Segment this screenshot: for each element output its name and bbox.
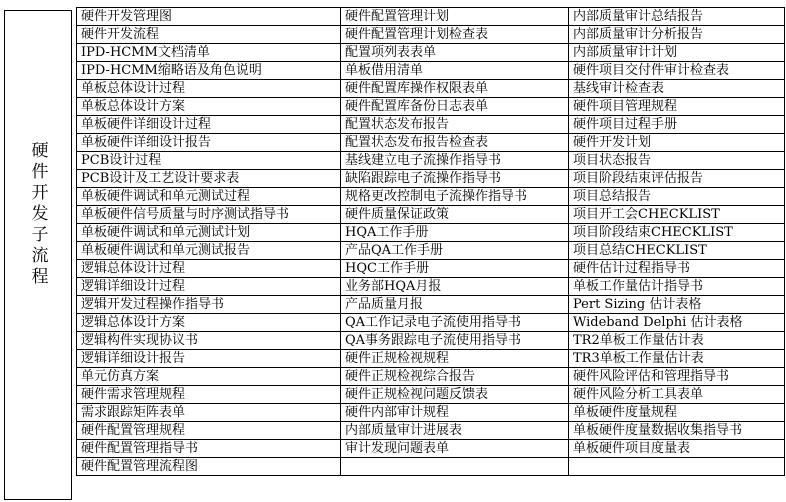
table-row: [77, 206, 785, 224]
document-name-cell: 单板硬件调试和单元测试过程: [77, 188, 341, 206]
document-name-cell: 配置状态发布报告: [341, 116, 569, 134]
document-name-cell: 硬件风险评估和管理指导书: [569, 368, 785, 386]
document-name-cell: 产品质量月报: [341, 296, 569, 314]
document-name-cell: TR3单板工作量估计表: [569, 350, 785, 368]
document-name-cell: 逻辑详细设计报告: [77, 350, 341, 368]
table-row: [77, 62, 785, 80]
document-name-cell: 内部质量审计分析报告: [569, 26, 785, 44]
document-name-cell: 硬件配置管理计划: [341, 8, 569, 26]
document-name-cell: 配置状态发布报告检查表: [341, 134, 569, 152]
document-name-cell: 项目阶段结束CHECKLIST: [569, 224, 785, 242]
document-name-cell: 项目状态报告: [569, 152, 785, 170]
document-name-cell: PCB设计及工艺设计要求表: [77, 170, 341, 188]
document-name-cell: 硬件风险分析工具表单: [569, 386, 785, 404]
document-name-cell: 硬件开发流程: [77, 26, 341, 44]
table-row: [77, 242, 785, 260]
table-row: [77, 422, 785, 440]
table-row: [77, 26, 785, 44]
document-name-cell: 硬件项目管理规程: [569, 98, 785, 116]
document-name-cell: IPD-HCMM缩略语及角色说明: [77, 62, 341, 80]
document-name-cell: 硬件配置库备份日志表单: [341, 98, 569, 116]
document-name-cell: 项目阶段结束评估报告: [569, 170, 785, 188]
document-list-table: [76, 7, 785, 476]
table-row: [77, 8, 785, 26]
document-name-cell: 硬件估计过程指导书: [569, 260, 785, 278]
document-name-cell: 内部质量审计计划: [569, 44, 785, 62]
document-name-cell: 硬件配置管理计划检查表: [341, 26, 569, 44]
document-name-cell: 单板总体设计过程: [77, 80, 341, 98]
document-name-cell: 逻辑总体设计方案: [77, 314, 341, 332]
document-name-cell: 硬件配置管理指导书: [77, 440, 341, 458]
document-name-cell: 配置项列表表单: [341, 44, 569, 62]
document-name-cell: 硬件正规检视问题反馈表: [341, 386, 569, 404]
document-name-cell: 硬件正规检视规程: [341, 350, 569, 368]
table-row: [77, 116, 785, 134]
table-row: [77, 224, 785, 242]
document-name-cell: 单板硬件度量数据收集指导书: [569, 422, 785, 440]
document-name-cell: 业务部HQA月报: [341, 278, 569, 296]
document-name-cell: 单板借用清单: [341, 62, 569, 80]
document-name-cell: 审计发现问题表单: [341, 440, 569, 458]
document-name-cell: 逻辑开发过程操作指导书: [77, 296, 341, 314]
document-name-cell: [341, 458, 569, 476]
table-row: [77, 368, 785, 386]
document-name-cell: 硬件配置管理流程图: [77, 458, 341, 476]
table-row: [77, 440, 785, 458]
document-name-cell: 项目总结CHECKLIST: [569, 242, 785, 260]
document-name-cell: QA事务跟踪电子流使用指导书: [341, 332, 569, 350]
document-name-cell: 需求跟踪矩阵表单: [77, 404, 341, 422]
document-name-cell: 单板总体设计方案: [77, 98, 341, 116]
table-row: [77, 188, 785, 206]
document-name-cell: 单板工作量估计指导书: [569, 278, 785, 296]
table-row: [77, 170, 785, 188]
document-name-cell: 产品QA工作手册: [341, 242, 569, 260]
table-row: [77, 44, 785, 62]
table-row: [77, 386, 785, 404]
process-category-cell: [4, 10, 72, 500]
document-name-cell: PCB设计过程: [77, 152, 341, 170]
document-sheet: [2, 2, 784, 500]
document-name-cell: 单板硬件项目度量表: [569, 440, 785, 458]
document-name-cell: 内部质量审计进展表: [341, 422, 569, 440]
table-row: [77, 134, 785, 152]
document-name-cell: 单板硬件调试和单元测试报告: [77, 242, 341, 260]
table-row: [77, 296, 785, 314]
document-name-cell: 硬件项目交付件审计检查表: [569, 62, 785, 80]
table-row: [77, 350, 785, 368]
document-name-cell: 硬件开发计划: [569, 134, 785, 152]
document-name-cell: 逻辑构件实现协议书: [77, 332, 341, 350]
document-name-cell: 单板硬件详细设计过程: [77, 116, 341, 134]
document-name-cell: HQA工作手册: [341, 224, 569, 242]
table-row: [77, 332, 785, 350]
document-name-cell: 硬件内部审计规程: [341, 404, 569, 422]
table-row: [77, 152, 785, 170]
document-name-cell: [569, 458, 785, 476]
document-name-cell: 规格更改控制电子流操作指导书: [341, 188, 569, 206]
document-name-cell: IPD-HCMM文档清单: [77, 44, 341, 62]
document-name-cell: 硬件正规检视综合报告: [341, 368, 569, 386]
document-name-cell: 缺陷跟踪电子流操作指导书: [341, 170, 569, 188]
document-name-cell: 内部质量审计总结报告: [569, 8, 785, 26]
process-category-label: 硬件开发子流程: [27, 141, 48, 288]
document-name-cell: 硬件需求管理规程: [77, 386, 341, 404]
table-row: [77, 458, 785, 476]
document-name-cell: 单板硬件调试和单元测试计划: [77, 224, 341, 242]
table-row: [77, 404, 785, 422]
document-name-cell: TR2单板工作量估计表: [569, 332, 785, 350]
document-name-cell: QA工作记录电子流使用指导书: [341, 314, 569, 332]
document-name-cell: 单元仿真方案: [77, 368, 341, 386]
document-name-cell: Wideband Delphi 估计表格: [569, 314, 785, 332]
document-name-cell: 逻辑总体设计过程: [77, 260, 341, 278]
table-row: [77, 260, 785, 278]
document-name-cell: 单板硬件信号质量与时序测试指导书: [77, 206, 341, 224]
document-name-cell: 项目总结报告: [569, 188, 785, 206]
document-name-cell: 项目开工会CHECKLIST: [569, 206, 785, 224]
document-name-cell: Pert Sizing 估计表格: [569, 296, 785, 314]
document-name-cell: 硬件开发管理图: [77, 8, 341, 26]
document-name-cell: 逻辑详细设计过程: [77, 278, 341, 296]
document-name-cell: 硬件项目过程手册: [569, 116, 785, 134]
document-name-cell: 硬件质量保证政策: [341, 206, 569, 224]
table-row: [77, 98, 785, 116]
table-row: [77, 278, 785, 296]
document-name-cell: 基线审计检查表: [569, 80, 785, 98]
document-name-cell: HQC工作手册: [341, 260, 569, 278]
document-name-cell: 单板硬件详细设计报告: [77, 134, 341, 152]
document-name-cell: 硬件配置管理规程: [77, 422, 341, 440]
table-row: [77, 314, 785, 332]
document-name-cell: 单板硬件度量规程: [569, 404, 785, 422]
document-name-cell: 基线建立电子流操作指导书: [341, 152, 569, 170]
document-name-cell: 硬件配置库操作权限表单: [341, 80, 569, 98]
table-row: [77, 80, 785, 98]
